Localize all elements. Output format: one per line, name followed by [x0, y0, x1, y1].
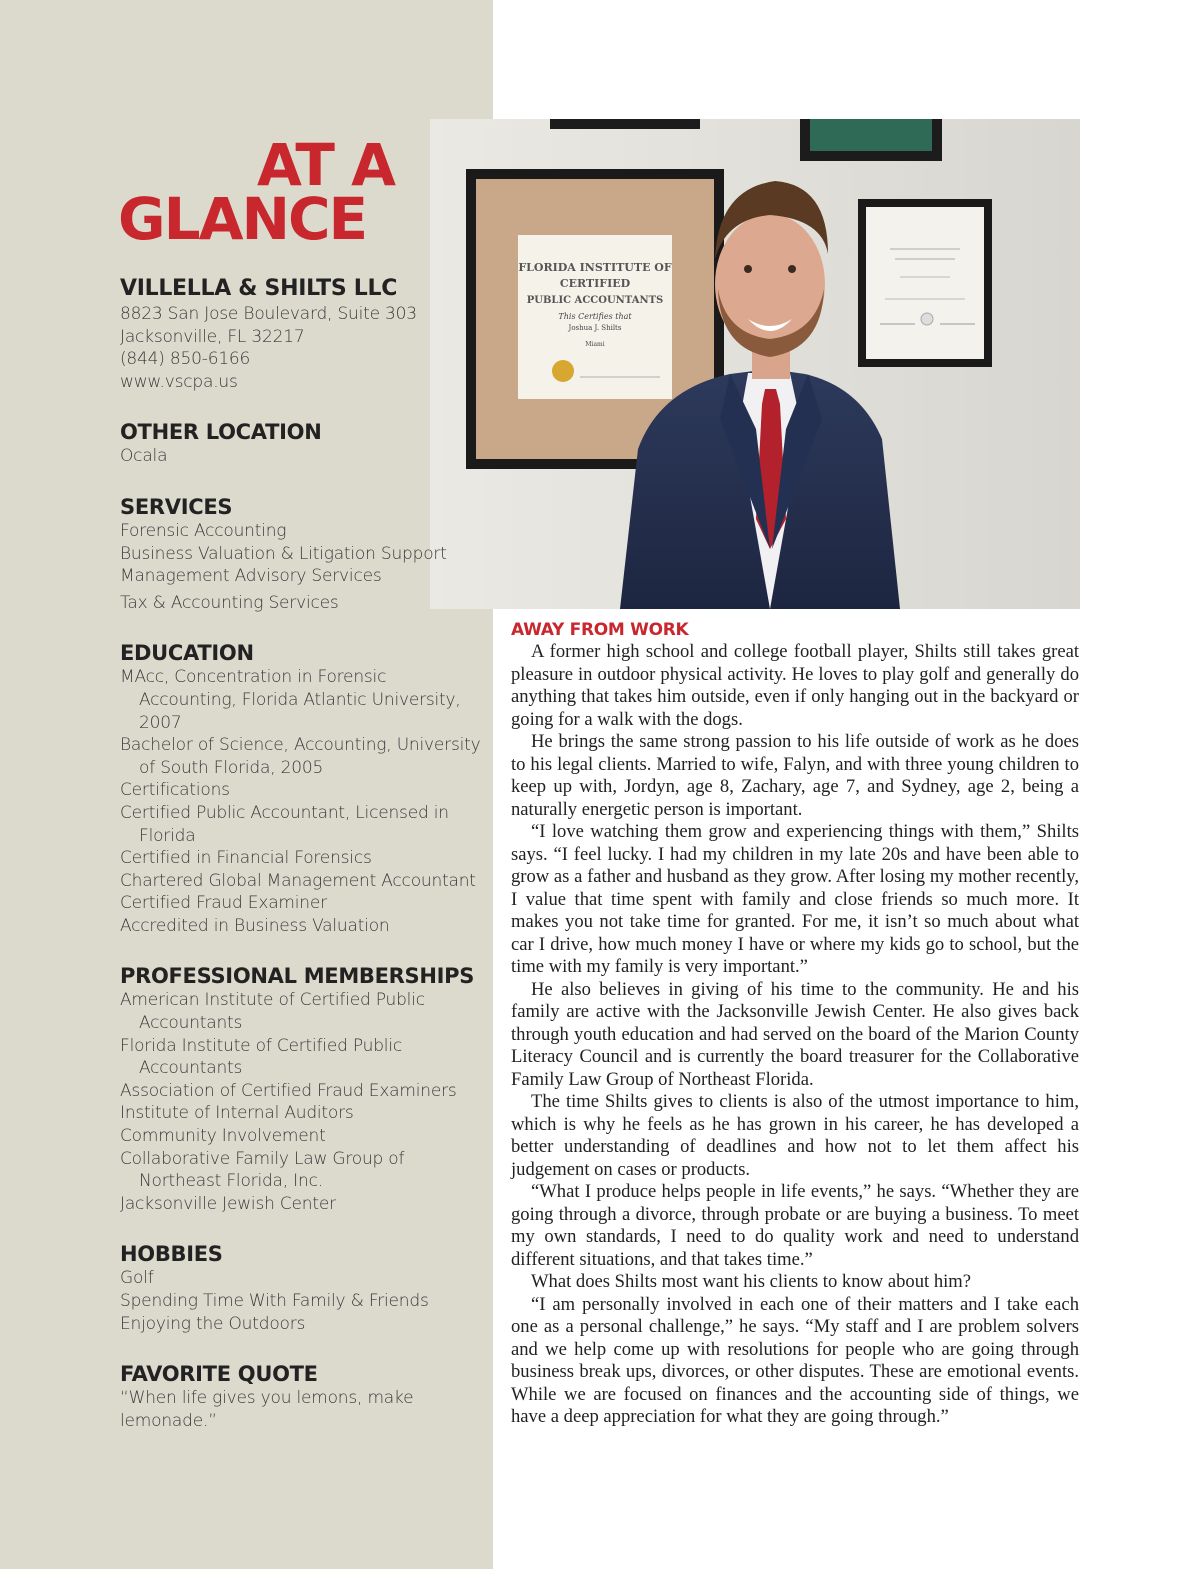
firm-website[interactable]: www.vscpa.us: [120, 371, 238, 392]
cert-line-2: CERTIFIED: [559, 277, 631, 290]
title-line-1: AT A: [256, 131, 394, 199]
page-title: [118, 131, 408, 253]
article-paragraph: He brings the same strong passion to his life outside of work as he does to his legal clients. Married to wife, Falyn, and with three young children to keep up with, Jordyn, age 8, Zachary, age 7, and Sydney, age 2, being a naturally energetic person is important.: [511, 731, 1079, 820]
article-paragraph: What does Shilts most want his clients to know about him?: [531, 1271, 972, 1292]
list-item: Forensic Accounting: [120, 520, 287, 541]
list-item: Accredited in Business Valuation: [120, 915, 390, 936]
firm-address-2: Jacksonville, FL 32217: [120, 326, 305, 347]
article-paragraph: He also believes in giving of his time to the community. He and his family are active with the Jacksonville Jewish Center. He also gives back through youth education and had served on the board of the Marion County Literacy Council and is currently the board treasurer for the Collaborative Family Law Group of Northeast Florida.: [511, 978, 1079, 1090]
education-section: [120, 640, 488, 937]
list-item: Golf: [120, 1268, 154, 1289]
section-heading: FAVORITE QUOTE: [120, 1362, 318, 1387]
article-paragraph: “I am personally involved in each one of their matters and I take each one as a personal challenge,” he says. “My staff and I are problem solvers and we help come up with resolutions for people who are going through business break ups, divorces, or other disputes. These are emotional events. While we are focused on finances and the accounting side of things, we have a deep appreciation for what they are going through.”: [511, 1293, 1079, 1427]
cert-line-4: This Certifies that: [558, 312, 632, 321]
seal-icon: [552, 360, 574, 382]
list-item: Tax & Accounting Services: [120, 592, 339, 613]
list-item: Enjoying the Outdoors: [120, 1313, 306, 1334]
memberships-section: [120, 963, 488, 1215]
list-item: Institute of Internal Auditors: [120, 1103, 354, 1124]
list-item: Management Advisory Services: [120, 566, 382, 587]
diploma-frame: [858, 199, 992, 367]
section-heading: SERVICES: [120, 494, 233, 519]
list-item: Collaborative Family Law Group of Northeast Florida, Inc.: [120, 1148, 405, 1192]
list-item: Spending Time With Family & Friends: [120, 1291, 429, 1311]
list-item: Florida Institute of Certified Public Accountants: [120, 1035, 402, 1079]
list-item: Certifications: [120, 780, 230, 801]
other-location-section: [120, 419, 488, 468]
article-paragraph: The time Shilts gives to clients is also of the utmost importance to him, which is why he feels as he has grown in his career, he has developed a better understanding of deadlines and how not to let them affect his judgement on cases or products.: [511, 1091, 1079, 1180]
at-a-glance-info: [120, 275, 488, 1458]
section-heading: PROFESSIONAL MEMBERSHIPS: [120, 964, 475, 989]
section-heading: OTHER LOCATION: [120, 420, 322, 445]
portrait-photo: [430, 119, 1080, 609]
list-item: Community Involvement: [120, 1126, 326, 1147]
list-item: Certified Fraud Examiner: [120, 893, 327, 914]
list-item: Chartered Global Management Accountant: [120, 870, 476, 891]
firm-address-1: 8823 San Jose Boulevard, Suite 303: [120, 304, 417, 324]
services-section: [120, 494, 488, 614]
quote-text: “When life gives you lemons, make lemonade.”: [120, 1388, 414, 1431]
list-item: American Institute of Certified Public Accountants: [120, 990, 425, 1034]
list-item: Ocala: [120, 446, 168, 467]
cert-line-6: Miami: [585, 341, 605, 348]
cert-line-1: FLORIDA INSTITUTE OF: [518, 261, 672, 274]
title-line-2: GLANCE: [118, 185, 367, 253]
cert-line-5: Joshua J. Shilts: [568, 324, 622, 332]
list-item: Association of Certified Fraud Examiners: [120, 1080, 457, 1101]
article-paragraph: “I love watching them grow and experiencing things with them,” Shilts says. “I feel lucky. I had my children in my late 20s and have been able to grow as a father and husband as they grow. After losing my mother recently, I value that time spent with family and close friends so much more. It makes you not take time for granted. For me, it isn’t so much about what car I drive, how much money I have or where my kids go to school, but the time with my family is very important.”: [511, 821, 1079, 977]
list-item: Business Valuation & Litigation Support: [120, 543, 447, 564]
list-item: Jacksonville Jewish Center: [120, 1193, 336, 1214]
firm-phone: (844) 850-6166: [120, 349, 251, 370]
firm-block: [120, 275, 488, 393]
article-paragraph: A former high school and college football player, Shilts still takes great pleasure in outdoor physical activity. He loves to play golf and generally do anything that takes him outside, even if only hanging out in the backyard or going for a walk with the dogs.: [511, 641, 1079, 730]
favorite-quote-section: [120, 1361, 488, 1432]
list-item: Certified Public Accountant, Licensed in Florida: [120, 802, 449, 846]
list-item: Bachelor of Science, Accounting, University of South Florida, 2005: [120, 735, 481, 778]
section-heading: EDUCATION: [120, 641, 254, 666]
section-heading: HOBBIES: [120, 1242, 223, 1267]
article-body: [511, 619, 1079, 1429]
firm-name: VILLELLA & SHILTS LLC: [120, 276, 398, 301]
article-heading: AWAY FROM WORK: [511, 620, 689, 640]
article-paragraph: “What I produce helps people in life events,” he says. “Whether they are going through a divorce, through probate or are buying a business. To meet my own standards, I need to do quality work and need to understand different situations, and that takes time.”: [511, 1181, 1079, 1270]
list-item: Certified in Financial Forensics: [120, 848, 372, 869]
hobbies-section: [120, 1241, 488, 1335]
list-item: MAcc, Concentration in Forensic Accounting, Florida Atlantic University, 2007: [120, 667, 461, 733]
cert-line-3: PUBLIC ACCOUNTANTS: [526, 295, 664, 306]
